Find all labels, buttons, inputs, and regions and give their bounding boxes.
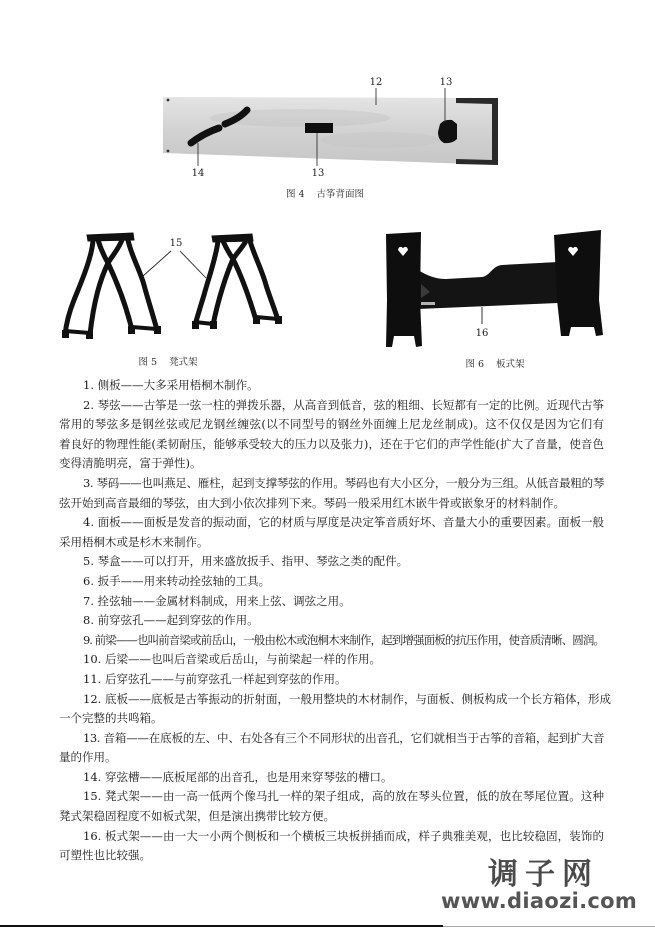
list-item-6: 6. 扳手——用来转动拴弦轴的工具。 <box>83 573 271 588</box>
list-item-15: 15. 凳式架——由一高一低两个像马扎一样的架子组成，高的放在琴头位置，低的放在琴尾位置。这种 <box>83 789 604 804</box>
list-item-4: 4. 面板——面板是发音的振动面，它的材质与厚度是决定筝音质好坏、音量大小的重要因素。面板一般 <box>83 515 604 530</box>
label-13-center: 13 <box>311 168 325 179</box>
list-item-3: 3. 琴码——也叫燕足、雁柱，起到支撑琴弦的作用。琴码也有大小区分，一般分为三组。从低音最粗的琴 <box>83 475 604 490</box>
list-item-2-cont: 着良好的物理性能(柔韧耐压，能够承受较大的压力以及张力)，还在于它们的声学性能(扩大了音量，使音色 <box>59 436 604 451</box>
side-board-right-shape <box>554 230 603 336</box>
stool-stand-low <box>195 234 278 325</box>
figure-4-number: 图 4 <box>285 189 305 200</box>
list-item-10: 10. 后梁——也叫后音梁或后岳山，与前梁起一样的作用。 <box>83 652 381 667</box>
figure-4-guzheng-back-image <box>150 75 510 185</box>
list-item-16-cont: 可塑性也比较强。 <box>59 848 151 863</box>
label-14: 14 <box>191 168 205 179</box>
figure-4-caption <box>250 186 400 200</box>
figure-5-title: 凳式架 <box>169 357 198 368</box>
figure-5-stool-stand-image <box>50 225 310 350</box>
figure-6-board-stand-image <box>370 225 610 350</box>
list-item-9: 9. 前梁——也叫前音梁或前岳山，一般由松木或泡桐木来制作，起到增强面板的抗压作用，使音质清晰、圆润。 <box>83 632 604 647</box>
cross-board-shape <box>418 262 558 309</box>
list-item-11: 11. 后穿弦孔——与前穿弦孔一样起到穿弦的作用。 <box>83 671 347 686</box>
figure-6-title: 板式架 <box>496 359 525 370</box>
list-item-2-cont: 变得清脆明亮，富于弹性)。 <box>59 456 202 471</box>
list-item-12: 12. 底板——底板是古筝振动的折射面，一般用整块的木材制作，与面板、侧板构成一个长方箱体，形成 <box>83 691 611 706</box>
figure-6-number: 图 6 <box>465 359 485 370</box>
list-item-4-cont: 采用梧桐木或是杉木来制作。 <box>59 534 209 549</box>
label-12: 12 <box>369 77 383 88</box>
stool-stand-high <box>65 233 157 335</box>
bottom-rule-light <box>443 926 655 927</box>
list-item-8: 8. 前穿弦孔——起到穿弦的作用。 <box>83 613 259 628</box>
figure-6-caption <box>430 356 560 370</box>
list-item-5: 5. 琴盒——可以打开，用来盛放扳手、指甲、琴弦之类的配件。 <box>83 554 409 569</box>
list-item-14: 14. 穿弦槽——底板尾部的出音孔，也是用来穿琴弦的槽口。 <box>83 769 393 784</box>
figure-5-caption <box>108 354 228 368</box>
bottom-rule <box>0 925 443 927</box>
list-item-12-cont: 一个完整的共鸣箱。 <box>59 711 163 726</box>
sound-hole-center-shape <box>305 123 333 133</box>
watermark-url: www.diaozi.com <box>441 889 638 913</box>
list-item-13-cont: 量的作用。 <box>59 750 117 765</box>
label-15: 15 <box>169 238 183 249</box>
list-item-13: 13. 音箱——在底板的左、中、右处各有三个不同形状的出音孔，它们就相当于古筝的音箱，起到扩大音 <box>83 730 604 745</box>
parts-description-list <box>59 376 611 866</box>
list-item-1: 1. 侧板——大多采用梧桐木制作。 <box>83 378 259 392</box>
list-item-15-cont: 凳式架稳固程度不如板式架，但是演出携带比较方便。 <box>59 809 335 824</box>
label-13-right: 13 <box>439 77 453 88</box>
figure-4-title: 古筝背面图 <box>316 189 365 200</box>
list-item-3-cont: 弦开始到高音最细的琴弦，由大到小依次排列下来。琴码一般采用红木嵌牛骨或嵌象牙的材料制作。 <box>59 495 565 510</box>
figure-5-number: 图 5 <box>138 357 158 368</box>
sound-hole-right-shape <box>438 120 457 143</box>
list-item-7: 7. 拴弦轴——金属材料制成，用来上弦、调弦之用。 <box>83 593 351 608</box>
watermark-site-name: 调子网 <box>488 857 599 892</box>
list-item-2: 2. 琴弦——古筝是一弦一柱的弹拨乐器，从高音到低音，弦的粗细、长短都有一定的比例。近现代古筝 <box>83 397 604 412</box>
list-item-2-cont: 常用的琴弦多是钢丝弦或尼龙钢丝缠弦(以不同型号的钢丝外面缠上尼龙丝制成)。这不仅仅是因为它们有 <box>59 417 604 432</box>
label-16: 16 <box>475 328 489 339</box>
list-item-16: 16. 板式架——由一大一小两个侧板和一个横板三块板拼插而成，样子典雅美观，也比较稳固，装饰的 <box>83 828 604 843</box>
